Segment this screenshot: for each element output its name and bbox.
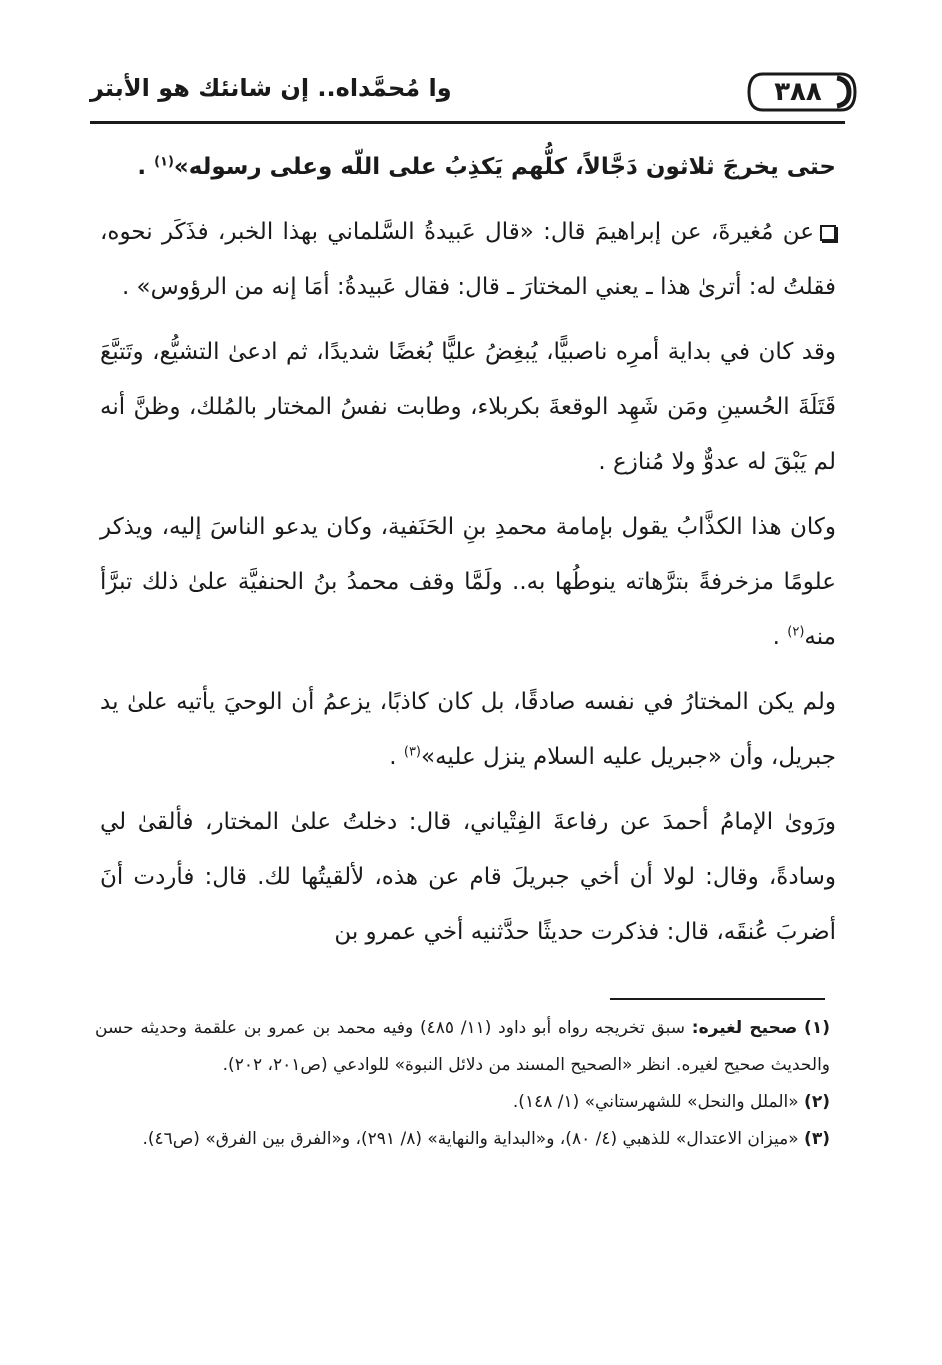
footnote [95,1084,830,1121]
footnote [95,1010,830,1084]
page-number-badge [745,70,857,114]
footnote-text: «الملل والنحل» للشهرستاني» (١/ ١٤٨). [512,1092,805,1112]
footnote-number: (٣) [804,1129,830,1149]
running-title: وا مُحمَّداه.. إن شانئك هو الأبتر [90,74,452,102]
main-text [100,140,836,960]
footnote-grade: صحيح لغيره: [691,1018,798,1038]
paragraph-text: حتى يخرجَ ثلاثون دَجَّالاً، كلُّهم يَكذِبُ على اللّه وعلى رسوله» [173,154,836,180]
paragraph [100,140,836,195]
paragraph [100,500,836,665]
page-number: ٣٨٨ [774,77,822,107]
footnotes [95,1010,830,1158]
footnote-divider [610,998,825,1000]
footnote-number: (١) [804,1018,830,1038]
paragraph [100,325,836,490]
page-header [90,66,845,122]
paragraph [100,205,836,315]
paragraph-tail: . [389,744,404,770]
paragraph-text: ولم يكن المختارُ في نفسه صادقًا، بل كان كاذبًا، يزعمُ أن الوحيَ يأتيه علىٰ يد جبريل، وأن «جبريل عليه السلام ينزل عليه» [100,689,836,770]
footnote-ref: (١) [154,154,174,170]
footnote-ref: (٢) [787,624,805,640]
footnote-ref: (٣) [403,744,421,760]
footnote-text: سبق تخريجه رواه أبو داود (١١/ ٤٨٥) وفيه محمد بن عمرو بن علقمة وحديثه حسن والحديث صحيح لغيره. انظر «الصحيح المسند من دلائل النبوة» للوادعي (ص٢٠١، ٢٠٢). [95,1018,830,1075]
paragraph [100,795,836,960]
paragraph-text: وكان هذا الكذَّابُ يقول بإمامة محمدِ بنِ الحَنَفية، وكان يدعو الناسَ إليه، ويذكر علومًا مزخرفةً بترَّهاته ينوطُها به.. ولَمَّا وقف محمدُ بنُ الحنفيَّة علىٰ ذلك تبرَّأ منه [100,514,836,650]
footnote-text: «ميزان الاعتدال» للذهبي (٤/ ٨٠)، و«البداية والنهاية» (٨/ ٢٩١)، و«الفرق بين الفرق» (ص٤٦). [142,1129,805,1149]
header-divider [90,121,845,124]
footnote [95,1121,830,1158]
footnote-number: (٢) [804,1092,830,1112]
paragraph-text: عن مُغيرةَ، عن إبراهيمَ قال: «قال عَبيدةُ السَّلماني بهذا الخبر، فذَكَر نحوه، فقلتُ له: أترىٰ هذا ـ يعني المختارَ ـ قال: فقال عَبيدةُ: أمَا إنه من الرؤوس» . [100,219,836,300]
paragraph-text: ورَوىٰ الإمامُ أحمدَ عن رفاعةَ الفِتْياني، قال: دخلتُ علىٰ المختار، فألقىٰ لي وسادةً، وقال: لولا أن أخي جبريلَ قام عن هذه، لألقيتُها لك. قال: فأردت أنَ أضربَ عُنقَه، قال: فذكرت حديثًا حدَّثنيه أخي عمرو بن [100,809,836,945]
paragraph-tail: . [772,624,788,650]
paragraph-tail: . [137,154,155,180]
paragraph [100,675,836,785]
paragraph-text: وقد كان في بداية أمرِه ناصبيًّا، يُبغِضُ عليًّا بُغضًا شديدًا، ثم ادعىٰ التشيُّع، وتَتبَّعَ قَتَلَةَ الحُسينِ ومَن شَهِد الوقعةَ بكربلاء، وطابت نفسُ المختار بالمُلك، وظنَّ أنه لم يَبْقَ له عدوٌّ ولا مُنازع . [100,339,836,475]
square-bullet-icon [820,225,836,241]
